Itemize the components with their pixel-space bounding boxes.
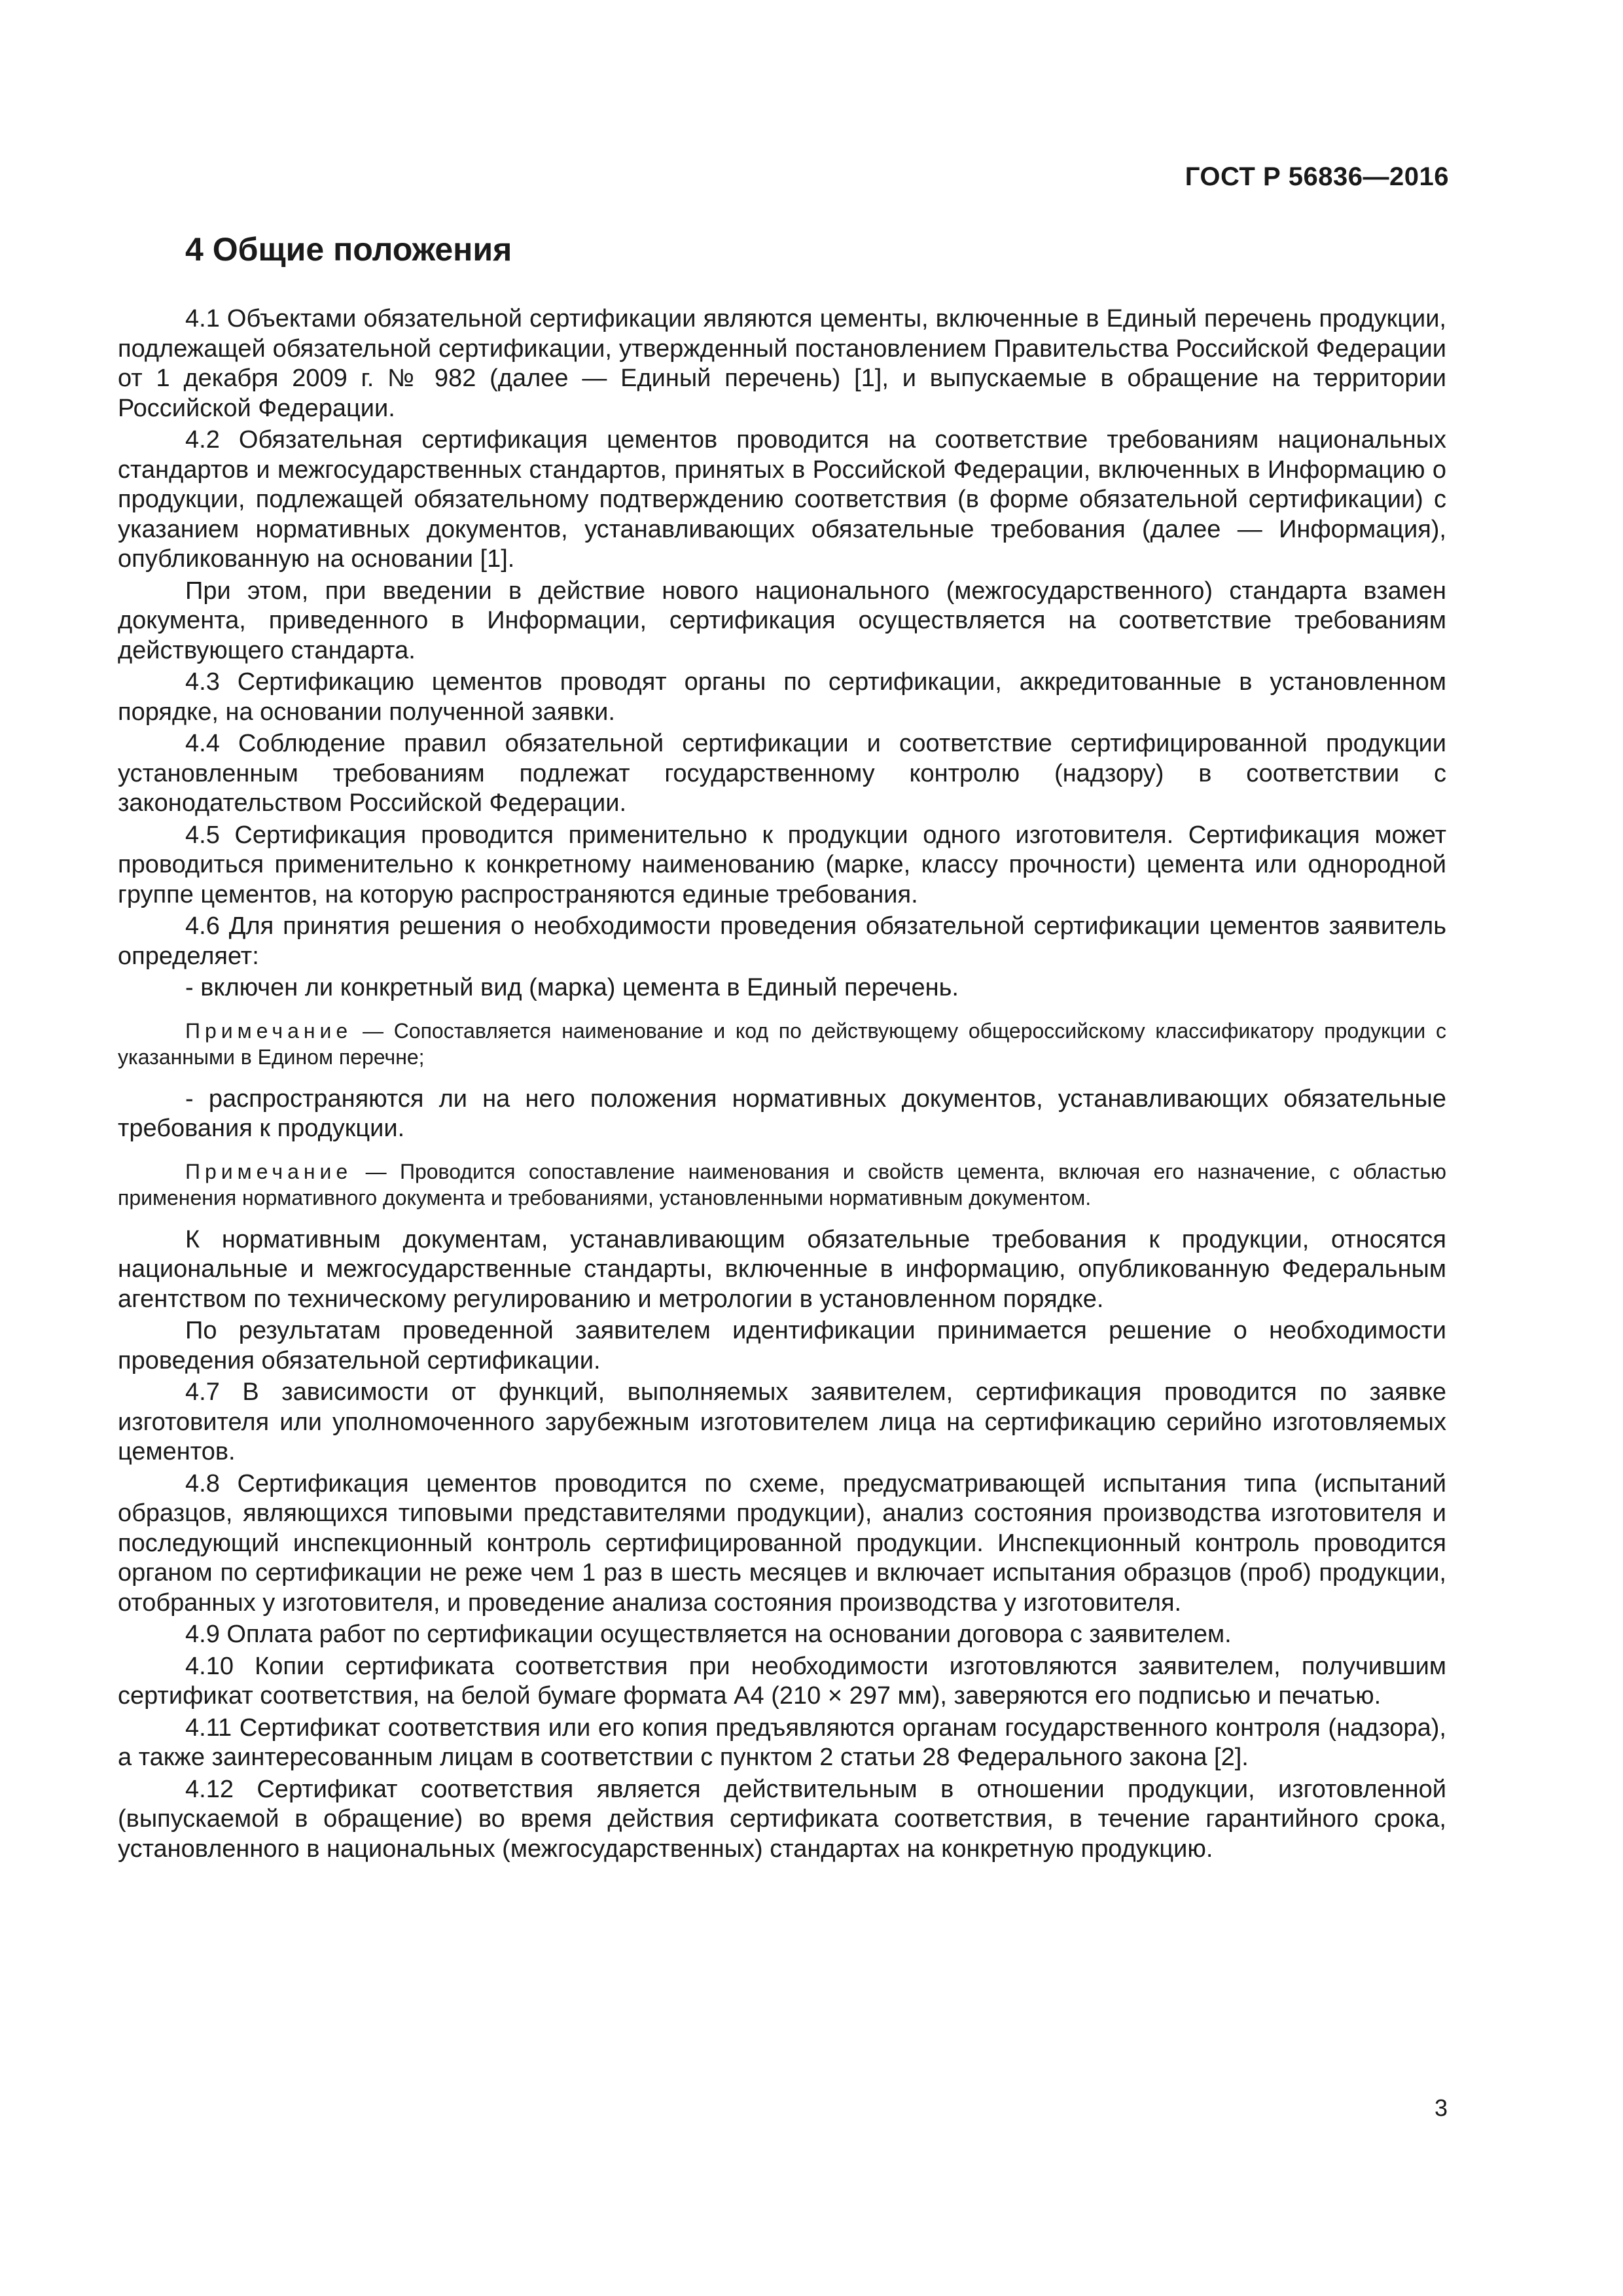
paragraph-4-9: 4.9 Оплата работ по сертификации осуществляется на основании договора с заявителем. (185, 1621, 1232, 1648)
note-2-text: — Проводится сопоставление наименования и свойств цемента, включая его назначение, с областью применения нормативного документа и требованиями, установленными нормативным документом. (118, 1159, 1446, 1210)
page-number: 3 (1434, 2094, 1448, 2121)
paragraph-4-12: 4.12 Сертификат соответствия является действительным в отношении продукции, изготовленной (выпускаемой в обращение) во время действия сертификата соответствия, в течение гарантийного срока, установленного в национальных (межгосударственных) стандартах на конкретную продукцию. (118, 1775, 1446, 1863)
section-title: 4 Общие положения (185, 231, 512, 268)
paragraph-4-2-continuation: При этом, при введении в действие нового национального (межгосударственного) стандарта взамен документа, приведенного в Информации, сертификация осуществляется на соответствие требованиям действующего стандарта. (118, 577, 1446, 664)
note-1-label: Примечание (185, 1018, 353, 1043)
paragraph-4-10: 4.10 Копии сертификата соответствия при необходимости изготовляются заявителем, получившим сертификат соответствия, на белой бумаге формата А4 (210 × 297 мм), заверяются его подписью и печатью. (118, 1652, 1446, 1710)
list-item-dash-2: - распространяются ли на него положения нормативных документов, устанавливающих обязательные требования к продукции. (118, 1085, 1446, 1142)
paragraph-4-1: 4.1 Объектами обязательной сертификации являются цементы, включенные в Единый перечень продукции, подлежащей обязательной сертификации, утвержденный постановлением Правительства Российской Федерации от 1 декабря 2009 г. № 982 (далее — Единый перечень) [1], и выпускаемые в обращение на территории Российской Федерации. (118, 305, 1446, 422)
paragraph-4-2: 4.2 Обязательная сертификация цементов проводится на соответствие требованиям национальных стандартов и межгосударственных стандартов, принятых в Российской Федерации, включенных в Информацию о продукции, подлежащей обязательному подтверждению соответствия (в форме обязательной сертификации) с указанием нормативных документов, устанавливающих обязательные требования (далее — Информация), опубликованную на основании [1]. (118, 426, 1446, 573)
paragraph-4-7: 4.7 В зависимости от функций, выполняемых заявителем, сертификация проводится по заявке изготовителя или уполномоченного зарубежным изготовителем лица на сертификацию серийно изготовляемых цементов. (118, 1378, 1446, 1465)
note-1 (118, 1018, 1446, 1070)
paragraph-identification-result: По результатам проведенной заявителем идентификации принимается решение о необходимости проведения обязательной сертификации. (118, 1317, 1446, 1374)
paragraph-4-11: 4.11 Сертификат соответствия или его копия предъявляются органам государственного контроля (надзора), а также заинтересованным лицам в соответствии с пунктом 2 статьи 28 Федерального закона [2]. (118, 1713, 1446, 1771)
note-1-text: — Сопоставляется наименование и код по действующему общероссийскому классификатору продукции с указанными в Едином перечне; (118, 1018, 1446, 1069)
paragraph-4-4: 4.4 Соблюдение правил обязательной сертификации и соответствие сертифицированной продукции установленным требованиям подлежат государственному контролю (надзору) в соответствии с законодательством Российской Федерации. (118, 730, 1446, 817)
note-2-label: Примечание (185, 1159, 353, 1183)
paragraph-4-6: 4.6 Для принятия решения о необходимости проведения обязательной сертификации цементов заявитель определяет: (118, 912, 1446, 970)
paragraph-normative-docs: К нормативным документам, устанавливающим обязательные требования к продукции, относятся национальные и межгосударственные стандарты, включенные в информацию, опубликованную Федеральным агентством по техническому регулированию и метрологии в установленном порядке. (118, 1225, 1446, 1313)
standard-code: ГОСТ Р 56836—2016 (1185, 162, 1449, 191)
note-2 (118, 1158, 1446, 1211)
paragraph-4-3: 4.3 Сертификацию цементов проводят органы по сертификации, аккредитованные в установленном порядке, на основании полученной заявки. (118, 668, 1446, 726)
document-body (118, 304, 1446, 1866)
paragraph-4-5: 4.5 Сертификация проводится применительно к продукции одного изготовителя. Сертификация может проводиться применительно к конкретному наименованию (марке, классу прочности) цемента или однородной группе цементов, на которую распространяются единые требования. (118, 821, 1446, 908)
paragraph-4-8: 4.8 Сертификация цементов проводится по схеме, предусматривающей испытания типа (испытаний образцов, являющихся типовыми представителями продукции), анализ состояния производства изготовителя и последующий инспекционный контроль сертифицированной продукции. Инспекционный контроль проводится органом по сертификации не реже чем 1 раз в шесть месяцев и включает испытания образцов (проб) продукции, отобранных у изготовителя, и проведение анализа состояния производства у изготовителя. (118, 1469, 1446, 1617)
list-item-dash-1: - включен ли конкретный вид (марка) цемента в Единый перечень. (185, 974, 959, 1001)
